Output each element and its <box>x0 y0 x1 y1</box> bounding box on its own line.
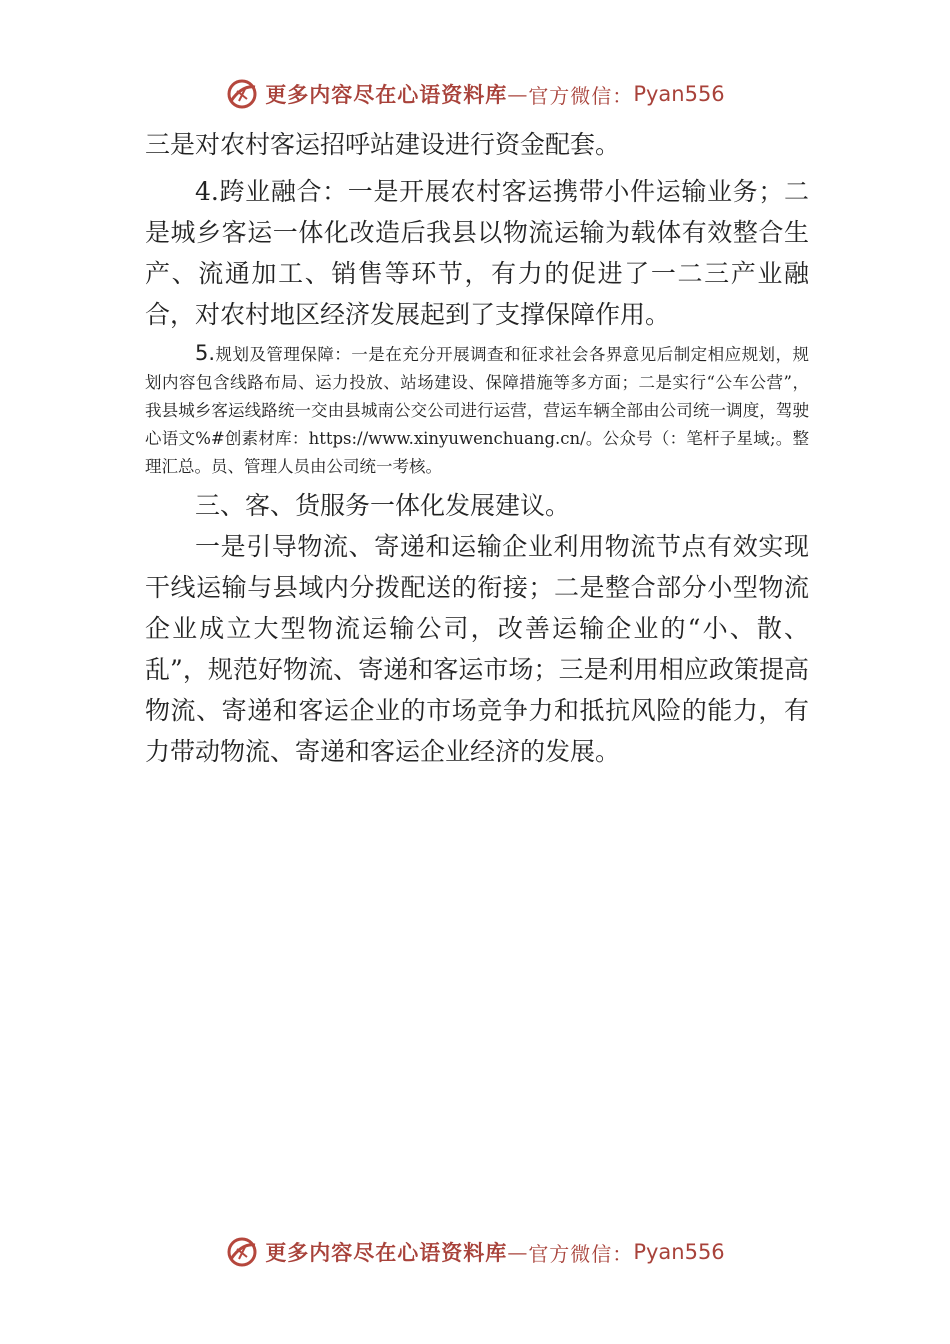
brand-logo-icon <box>225 77 259 111</box>
banner-dash: — <box>507 82 529 106</box>
paragraph-3-number: 5. <box>195 341 216 365</box>
banner-promo-text: 更多内容尽在心语资料库 <box>265 1240 508 1265</box>
paragraph-3 <box>145 339 809 481</box>
document-body <box>145 124 809 772</box>
banner-wechat-id: Pyan556 <box>633 82 725 106</box>
paragraph-5: 一是引导物流、寄递和运输企业利用物流节点有效实现干线运输与县域内分拨配送的衔接；二是整合部分小型物流企业成立大型物流运输公司，改善运输企业的“小、散、乱”，规范好物流、寄递和客运市场；三是利用相应政策提高物流、寄递和客运企业的市场竞争力和抵抗风险的能力，有力带动物流、寄递和客运企业经济的发展。 <box>145 532 809 766</box>
banner-dash: — <box>507 1240 529 1264</box>
paragraph-1: 三是对农村客运招呼站建设进行资金配套。 <box>145 130 621 159</box>
banner-promo-text: 更多内容尽在心语资料库 <box>265 82 508 107</box>
banner-wechat-label: 官方微信： <box>528 83 634 108</box>
paragraph-2: 4.跨业融合：一是开展农村客运携带小件运输业务；二是城乡客运一体化改造后我县以物流运输为载体有效整合生产、流通加工、销售等环节，有力的促进了一二三产业融合，对农村地区经济发展起到了支撑保障作用。 <box>145 177 809 329</box>
footer-watermark <box>0 1232 950 1272</box>
section-heading: 三、客、货服务一体化发展建议。 <box>195 491 571 520</box>
paragraph-3-text: 规划及管理保障：一是在充分开展调查和征求社会各界意见后制定相应规划，规划内容包含线路布局、运力投放、站场建设、保障措施等多方面；二是实行“公车公营”， 我县城乡客运线路统一交由县城南公交公司进行运营，营运车辆全部由公司统一调度，驾驶心语文%#创素材库：https://www.xinyuwenchuang.cn/。公众号（：笔杆子星域;。整理汇总。员、管理人员由公司统一考核。 <box>145 345 809 476</box>
header-watermark <box>0 74 950 114</box>
banner-wechat-id: Pyan556 <box>633 1240 725 1264</box>
brand-logo-icon <box>225 1235 259 1269</box>
banner-wechat-label: 官方微信： <box>528 1241 634 1266</box>
